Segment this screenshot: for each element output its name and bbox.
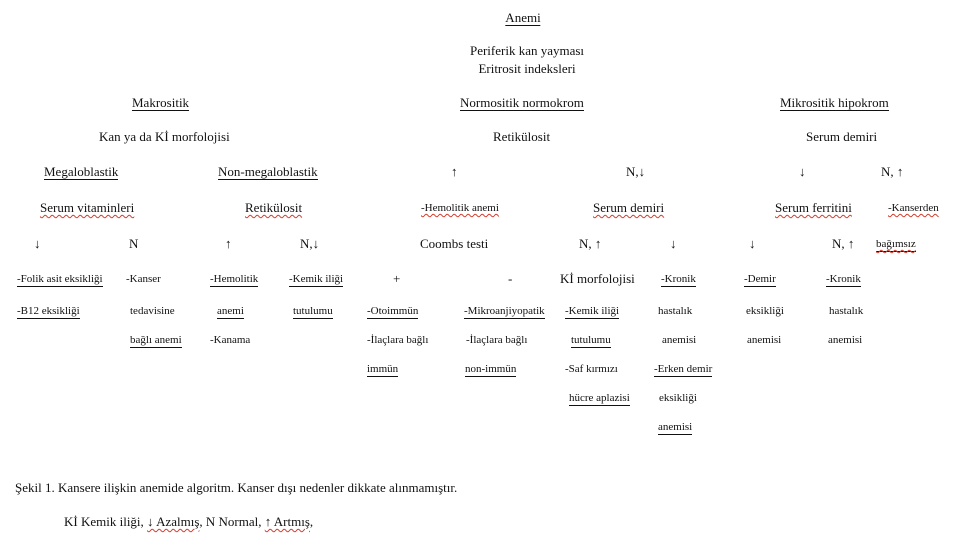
erken-demir-1: -Erken demir: [654, 363, 713, 375]
kemik-ilig-1: -Kemik iliği: [289, 273, 344, 285]
figure-caption: Şekil 1. Kansere ilişkin anemide algoritm. Kanser dışı nedenler dikkate alınmamıştır.: [15, 480, 458, 495]
hemolitik-1: -Hemolitik: [210, 273, 259, 285]
normo-retik-up: ↑: [451, 164, 458, 179]
kanama: -Kanama: [210, 334, 251, 346]
mikro-kronik-3: anemisi: [828, 334, 863, 346]
normo-kronik-3: anemisi: [662, 334, 697, 346]
makro-retik-up: ↑: [225, 236, 232, 251]
megaloblastik-node: Megaloblastik: [44, 164, 119, 179]
demir-eksik-2: eksikliği: [746, 305, 784, 317]
normo-serum-demiri: Serum demiri: [593, 200, 665, 215]
mikro-node: Mikrositik hipokrom: [780, 95, 889, 110]
demir-eksik-1: -Demir: [744, 273, 776, 285]
normo-retik: Retikülosit: [493, 129, 551, 144]
hemolitik-anemi: -Hemolitik anemi: [421, 202, 499, 214]
mikro-demir-nup: N, ↑: [881, 164, 904, 179]
root-sub-smear: Periferik kan yayması: [469, 43, 585, 58]
makro-morfoloji: Kan ya da Kİ morfolojisi: [99, 129, 230, 144]
non-megaloblastik-node: Non-megaloblastik: [218, 164, 318, 179]
makro-retik-ndown: N,↓: [300, 236, 320, 251]
ki-morfolojisi: Kİ morfolojisi: [560, 271, 635, 286]
hemolitik-2: anemi: [217, 305, 244, 317]
coombs-testi: Coombs testi: [420, 236, 489, 251]
kanser-tedavi-3: bağlı anemi: [130, 334, 182, 346]
ilac-nonimmun-1: -İlaçlara bağlı: [466, 334, 528, 346]
ilac-immun-2: immün: [367, 363, 399, 375]
vit-n: N: [129, 236, 139, 251]
otoimmun: -Otoimmün: [367, 305, 419, 317]
normo-kemik-1: -Kemik iliği: [565, 305, 620, 317]
ferritin-nup: N, ↑: [832, 236, 855, 251]
mikro-kronik-1: -Kronik: [826, 273, 861, 285]
kanserden-bagimsiz-2: bağımsız: [876, 238, 916, 250]
erken-demir-3: anemisi: [658, 421, 693, 433]
mikro-serum-demiri: Serum demiri: [806, 129, 878, 144]
root-node: Anemi: [505, 10, 541, 25]
normo-retik-ndown: N,↓: [626, 164, 646, 179]
coombs-minus: -: [508, 271, 513, 286]
serum-vitaminleri: Serum vitaminleri: [40, 200, 135, 215]
mikroanjiyopatik: -Mikroanjiyopatik: [464, 305, 545, 317]
mikro-demir-down: ↓: [799, 164, 806, 179]
root-sub-indices: Eritrosit indeksleri: [478, 61, 576, 76]
makro-retik: Retikülosit: [245, 200, 303, 215]
vit-down: ↓: [34, 236, 41, 251]
ilac-immun-1: -İlaçlara bağlı: [367, 334, 429, 346]
normo-demir-nup: N, ↑: [579, 236, 602, 251]
demir-eksik-3: anemisi: [747, 334, 782, 346]
serum-ferritini: Serum ferritini: [775, 200, 852, 215]
kanser-tedavi-2: tedavisine: [130, 305, 175, 317]
saf-kirmizi-1: -Saf kırmızı: [565, 363, 618, 375]
normo-kronik-2: hastalık: [658, 305, 693, 317]
normo-demir-down: ↓: [670, 236, 677, 251]
erken-demir-2: eksikliği: [659, 392, 697, 404]
makro-node: Makrositik: [132, 95, 190, 110]
ferritin-down: ↓: [749, 236, 756, 251]
kemik-ilig-2: tutulumu: [293, 305, 333, 317]
kanser-tedavi-1: -Kanser: [126, 273, 161, 285]
b12: -B12 eksikliği: [17, 305, 80, 317]
coombs-plus: +: [393, 271, 401, 286]
normo-kronik-1: -Kronik: [661, 273, 696, 285]
normo-node: Normositik normokrom: [460, 95, 584, 110]
normo-kemik-2: tutulumu: [571, 334, 611, 346]
legend-line: Kİ Kemik iliği, ↓ Azalmış, N Normal, ↑ Artmış,: [64, 514, 314, 529]
saf-kirmizi-2: hücre aplazisi: [569, 392, 630, 404]
ilac-nonimmun-2: non-immün: [465, 363, 517, 375]
kanserden-bagimsiz-1: -Kanserden: [888, 202, 939, 214]
folik-asit: -Folik asit eksikliği: [17, 273, 103, 285]
mikro-kronik-2: hastalık: [829, 305, 864, 317]
